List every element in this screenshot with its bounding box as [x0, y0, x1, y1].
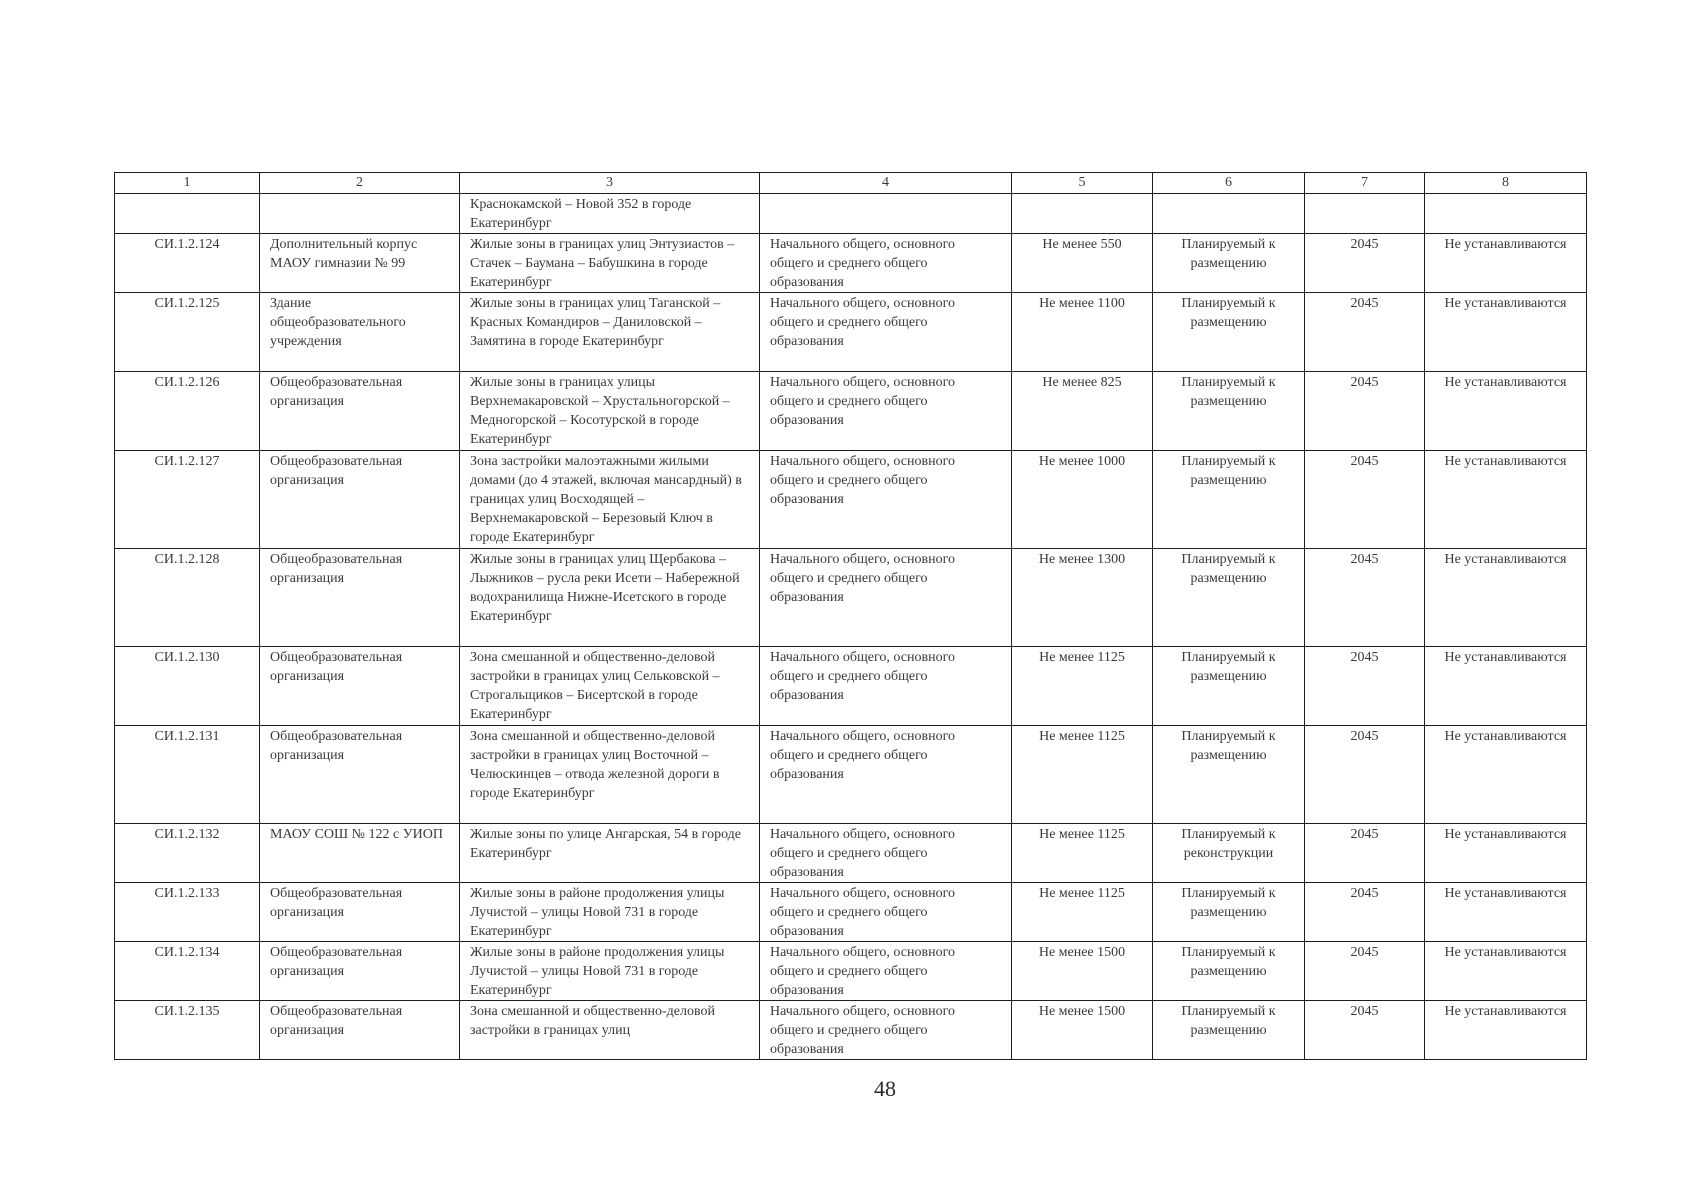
- cell-location: Краснокамской – Новой 352 в городе Екатеринбург: [460, 194, 760, 234]
- cell-id: СИ.1.2.131: [115, 726, 260, 824]
- cell-education-level: Начального общего, основного общего и среднего общего образования: [760, 549, 1012, 647]
- cell-id: СИ.1.2.132: [115, 824, 260, 883]
- table-row: [115, 824, 1587, 883]
- table-row: [115, 1001, 1587, 1060]
- table-row: [115, 194, 1587, 234]
- cell-status: Планируемый к размещению: [1153, 1001, 1305, 1060]
- table-row: [115, 293, 1587, 372]
- cell-status: [1153, 194, 1305, 234]
- table-row: [115, 549, 1587, 647]
- cell-location: Зона смешанной и общественно-деловой застройки в границах улиц Сельковской – Строгальщиков – Бисертской в городе Екатеринбург: [460, 647, 760, 726]
- cell-name: Дополнительный корпус МАОУ гимназии № 99: [260, 234, 460, 293]
- cell-status: Планируемый к размещению: [1153, 234, 1305, 293]
- cell-location: Жилые зоны в границах улиц Энтузиастов – Стачек – Баумана – Бабушкина в городе Екатеринбург: [460, 234, 760, 293]
- cell-name: Общеобразовательная организация: [260, 883, 460, 942]
- cell-status: Планируемый к размещению: [1153, 549, 1305, 647]
- column-header-6: 6: [1153, 173, 1305, 194]
- cell-education-level: Начального общего, основного общего и среднего общего образования: [760, 1001, 1012, 1060]
- cell-status: Планируемый к размещению: [1153, 372, 1305, 451]
- cell-status: Планируемый к размещению: [1153, 883, 1305, 942]
- cell-id: СИ.1.2.130: [115, 647, 260, 726]
- cell-location: Жилые зоны в границах улиц Таганской – Красных Командиров – Даниловской – Замятина в городе Екатеринбург: [460, 293, 760, 372]
- cell-restrictions: Не устанавливаются: [1425, 883, 1587, 942]
- cell-location: Жилые зоны по улице Ангарская, 54 в городе Екатеринбург: [460, 824, 760, 883]
- cell-year: 2045: [1305, 293, 1425, 372]
- table-row: [115, 234, 1587, 293]
- cell-education-level: Начального общего, основного общего и среднего общего образования: [760, 942, 1012, 1001]
- cell-location: Жилые зоны в районе продолжения улицы Лучистой – улицы Новой 731 в городе Екатеринбург: [460, 883, 760, 942]
- cell-status: Планируемый к реконструкции: [1153, 824, 1305, 883]
- cell-education-level: Начального общего, основного общего и среднего общего образования: [760, 293, 1012, 372]
- cell-name: Общеобразовательная организация: [260, 647, 460, 726]
- cell-restrictions: Не устанавливаются: [1425, 726, 1587, 824]
- cell-year: 2045: [1305, 883, 1425, 942]
- table-row: [115, 647, 1587, 726]
- cell-restrictions: Не устанавливаются: [1425, 293, 1587, 372]
- cell-education-level: [760, 194, 1012, 234]
- cell-restrictions: Не устанавливаются: [1425, 234, 1587, 293]
- cell-name: МАОУ СОШ № 122 с УИОП: [260, 824, 460, 883]
- cell-location: Зона смешанной и общественно-деловой застройки в границах улиц: [460, 1001, 760, 1060]
- cell-capacity: Не менее 1125: [1012, 883, 1153, 942]
- cell-id: СИ.1.2.124: [115, 234, 260, 293]
- cell-id: [115, 194, 260, 234]
- cell-year: 2045: [1305, 942, 1425, 1001]
- cell-restrictions: Не устанавливаются: [1425, 824, 1587, 883]
- facilities-table: [114, 172, 1587, 1060]
- column-header-8: 8: [1425, 173, 1587, 194]
- cell-restrictions: Не устанавливаются: [1425, 372, 1587, 451]
- column-header-2: 2: [260, 173, 460, 194]
- cell-capacity: Не менее 1000: [1012, 451, 1153, 549]
- cell-location: Жилые зоны в районе продолжения улицы Лучистой – улицы Новой 731 в городе Екатеринбург: [460, 942, 760, 1001]
- cell-capacity: Не менее 1500: [1012, 1001, 1153, 1060]
- cell-restrictions: Не устанавливаются: [1425, 451, 1587, 549]
- cell-year: 2045: [1305, 647, 1425, 726]
- cell-capacity: Не менее 1500: [1012, 942, 1153, 1001]
- cell-year: 2045: [1305, 1001, 1425, 1060]
- cell-year: 2045: [1305, 726, 1425, 824]
- cell-capacity: Не менее 1125: [1012, 824, 1153, 883]
- cell-year: 2045: [1305, 451, 1425, 549]
- cell-year: 2045: [1305, 824, 1425, 883]
- cell-restrictions: Не устанавливаются: [1425, 647, 1587, 726]
- cell-id: СИ.1.2.135: [115, 1001, 260, 1060]
- cell-capacity: Не менее 1100: [1012, 293, 1153, 372]
- cell-education-level: Начального общего, основного общего и среднего общего образования: [760, 883, 1012, 942]
- cell-education-level: Начального общего, основного общего и среднего общего образования: [760, 647, 1012, 726]
- cell-name: Общеобразовательная организация: [260, 451, 460, 549]
- column-header-7: 7: [1305, 173, 1425, 194]
- cell-restrictions: Не устанавливаются: [1425, 549, 1587, 647]
- table-row: [115, 372, 1587, 451]
- page-number: 48: [874, 1076, 896, 1101]
- cell-id: СИ.1.2.133: [115, 883, 260, 942]
- table-header-row: [115, 173, 1587, 194]
- cell-name: Здание общеобразовательного учреждения: [260, 293, 460, 372]
- cell-education-level: Начального общего, основного общего и среднего общего образования: [760, 451, 1012, 549]
- cell-education-level: Начального общего, основного общего и среднего общего образования: [760, 234, 1012, 293]
- cell-name: Общеобразовательная организация: [260, 726, 460, 824]
- cell-year: 2045: [1305, 549, 1425, 647]
- cell-location: Зона смешанной и общественно-деловой застройки в границах улиц Восточной – Челюскинцев – отвода железной дороги в городе Екатеринбург: [460, 726, 760, 824]
- cell-education-level: Начального общего, основного общего и среднего общего образования: [760, 726, 1012, 824]
- cell-status: Планируемый к размещению: [1153, 726, 1305, 824]
- cell-id: СИ.1.2.125: [115, 293, 260, 372]
- cell-year: 2045: [1305, 372, 1425, 451]
- table-row: [115, 883, 1587, 942]
- cell-capacity: [1012, 194, 1153, 234]
- cell-education-level: Начального общего, основного общего и среднего общего образования: [760, 372, 1012, 451]
- cell-location: Зона застройки малоэтажными жилыми домами (до 4 этажей, включая мансардный) в границах улиц Восходящей – Верхнемакаровской – Березовый Ключ в городе Екатеринбург: [460, 451, 760, 549]
- table-row: [115, 451, 1587, 549]
- cell-status: Планируемый к размещению: [1153, 647, 1305, 726]
- cell-id: СИ.1.2.127: [115, 451, 260, 549]
- cell-capacity: Не менее 1300: [1012, 549, 1153, 647]
- cell-year: 2045: [1305, 234, 1425, 293]
- cell-location: Жилые зоны в границах улиц Щербакова – Лыжников – русла реки Исети – Набережной водохранилища Нижне-Исетского в городе Екатеринбург: [460, 549, 760, 647]
- column-header-5: 5: [1012, 173, 1153, 194]
- cell-status: Планируемый к размещению: [1153, 293, 1305, 372]
- table-row: [115, 942, 1587, 1001]
- column-header-3: 3: [460, 173, 760, 194]
- column-header-4: 4: [760, 173, 1012, 194]
- cell-name: Общеобразовательная организация: [260, 942, 460, 1001]
- cell-status: Планируемый к размещению: [1153, 942, 1305, 1001]
- cell-id: СИ.1.2.128: [115, 549, 260, 647]
- cell-name: Общеобразовательная организация: [260, 372, 460, 451]
- cell-status: Планируемый к размещению: [1153, 451, 1305, 549]
- cell-restrictions: Не устанавливаются: [1425, 1001, 1587, 1060]
- cell-education-level: Начального общего, основного общего и среднего общего образования: [760, 824, 1012, 883]
- cell-restrictions: [1425, 194, 1587, 234]
- cell-capacity: Не менее 550: [1012, 234, 1153, 293]
- cell-name: [260, 194, 460, 234]
- table-row: [115, 726, 1587, 824]
- cell-capacity: Не менее 825: [1012, 372, 1153, 451]
- cell-year: [1305, 194, 1425, 234]
- cell-capacity: Не менее 1125: [1012, 726, 1153, 824]
- cell-capacity: Не менее 1125: [1012, 647, 1153, 726]
- cell-location: Жилые зоны в границах улицы Верхнемакаровской – Хрустальногорской – Медногорской – Косотурской в городе Екатеринбург: [460, 372, 760, 451]
- cell-name: Общеобразовательная организация: [260, 1001, 460, 1060]
- cell-id: СИ.1.2.134: [115, 942, 260, 1001]
- cell-name: Общеобразовательная организация: [260, 549, 460, 647]
- column-header-1: 1: [115, 173, 260, 194]
- cell-id: СИ.1.2.126: [115, 372, 260, 451]
- cell-restrictions: Не устанавливаются: [1425, 942, 1587, 1001]
